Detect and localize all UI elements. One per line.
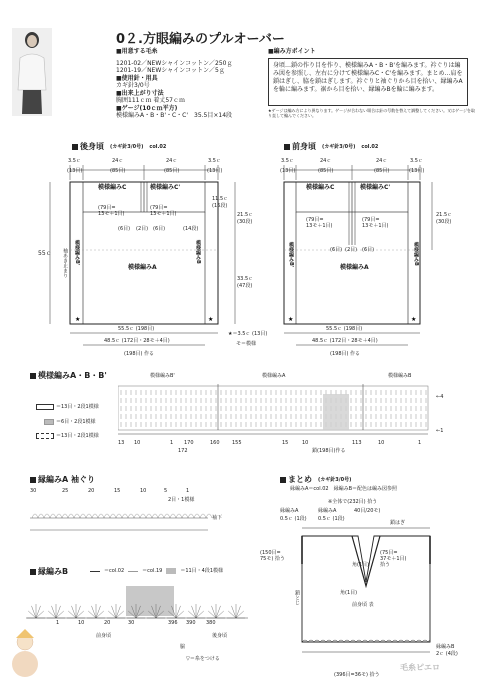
back-side-count: (16段): [212, 203, 228, 209]
edging-a-title-text: 縁編みA 袖ぐり: [38, 475, 95, 484]
edging-a-num-20: 20: [88, 488, 95, 494]
materials-block: [116, 48, 233, 120]
edging-b-num-390: 390: [186, 620, 196, 626]
legend-box-gray: [44, 419, 54, 425]
edging-b-legend-1: ＝col.02: [104, 568, 125, 574]
edging-a-stitch: [158, 514, 164, 518]
assembly-edge-left-dim: 0.5ｃ (1段): [280, 516, 307, 522]
back-lower-count: (47段): [237, 283, 253, 289]
edging-a-stitch: [182, 514, 188, 518]
front-pattern-b2-text: 模様編みB': [288, 242, 294, 268]
edging-a-stitch: [170, 514, 176, 518]
edging-a-stitch: [188, 514, 194, 518]
edging-b-label-back: 後身頃: [212, 633, 228, 639]
front-body-hook: (カギ針3/0号): [322, 143, 356, 150]
edging-a-num-1: 1: [186, 488, 190, 494]
front-pattern-c: 模様編みC: [306, 184, 335, 191]
assembly-edge-b-dim: 2ｃ (4段): [436, 651, 458, 657]
front-width-2: 48.5ｃ (172目・28モ＋4目): [312, 338, 378, 344]
front-bottom-note: (198目) 作る: [330, 351, 361, 357]
back-mo-note: モ＝模様: [236, 341, 257, 347]
edging-a-stitch: [146, 514, 152, 518]
back-side-dim: 11.5ｃ: [212, 196, 229, 202]
front-pattern-b-text: 模様編みB: [413, 242, 419, 266]
edging-a-stitch: [98, 514, 104, 518]
assembly-neck-pickup: 40目/​20モ): [354, 508, 381, 514]
back-top-dim-3: 24ｃ: [166, 158, 178, 164]
assembly-body-label: 前身頃 表: [352, 602, 374, 608]
edging-a-pickup: 袖下: [212, 515, 223, 521]
assembly-corner-2: 角(1目): [340, 590, 358, 596]
stitch-num-1a: 1: [170, 440, 174, 446]
back-neck-left: (79目= 13モ＋1目): [98, 205, 125, 217]
points-box: [268, 58, 468, 106]
gauge-heading: ■ゲージ(10ｃｍ平方): [116, 104, 178, 112]
edging-a-stitch: [44, 514, 50, 518]
front-body-col: col.02: [361, 143, 379, 150]
edging-a-title: [30, 474, 95, 485]
back-pattern-b2: [74, 240, 80, 265]
edging-a-stitch: [56, 514, 62, 518]
assembly-title: [280, 474, 351, 485]
stitch-legend-2-text: ＝6目・2段1模様: [56, 419, 96, 425]
stitch-chart-grid: [118, 384, 434, 438]
back-body-title-text: 後身頃: [80, 142, 104, 151]
edging-a-stitch: [122, 514, 128, 518]
stitch-legend-1-text: ＝13目・2段1模様: [56, 404, 99, 410]
front-neck-right: (79目= 13モ＋1目): [362, 217, 389, 229]
stitch-label-b: 模様編みB: [388, 373, 412, 379]
edging-a-stitch: [200, 514, 206, 518]
front-body-title: [284, 141, 378, 152]
assembly-edge-left2: 縁編みA: [318, 508, 337, 514]
edging-a-num-30: 30: [30, 488, 37, 494]
back-pattern-b: [195, 240, 201, 264]
front-width-1: 55.5ｃ (198目): [326, 326, 363, 332]
edging-a-stitch: [74, 514, 80, 518]
edging-a-stitch: [110, 514, 116, 518]
stitch-legend-3-text: ＝13目・2段1模様: [56, 433, 99, 439]
edging-a-stitch: [92, 514, 98, 518]
front-top-dim-2: 24ｃ: [320, 158, 332, 164]
edging-a-stitch: [176, 514, 182, 518]
edging-b-num-396: 396: [168, 620, 178, 626]
edging-b-num-1: 1: [56, 620, 60, 626]
front-top-count-4: (13目): [409, 168, 425, 174]
assembly-edge-left: 縁編みA: [280, 508, 299, 514]
yarn-heading: ■用意する毛糸: [116, 48, 158, 55]
edging-b-title: [30, 566, 68, 577]
model-photo: [12, 28, 52, 116]
front-top-dim-4: 3.5ｃ: [410, 158, 423, 164]
size-text: 胸囲111ｃｍ 着丈57ｃｍ: [116, 97, 185, 104]
back-bottom-note: (198目) 作る: [124, 351, 155, 357]
assembly-corner-1: 角(1目): [352, 562, 370, 568]
front-top-count-2: (85目): [318, 168, 334, 174]
back-body-title: [72, 141, 166, 152]
edging-a-stitch: [86, 514, 92, 518]
front-pattern-a: 模様編みA: [340, 264, 369, 271]
front-pattern-c2: 模様編みC': [360, 184, 391, 191]
edging-b-title-text: 縁編みB: [38, 567, 69, 576]
assembly-bottom-pickup: (396目=36モ) 拾う: [334, 672, 380, 678]
front-upper-count: (30段): [436, 219, 452, 225]
back-count-2: (2目): [136, 226, 149, 232]
size-heading: ■出来上がり寸法: [116, 89, 164, 97]
legend-box-gray-b: [166, 568, 176, 574]
stitch-num-15: 15: [282, 440, 289, 446]
stitch-chain-note: 鎖(198目)作る: [312, 448, 346, 454]
edging-a-stitch: [38, 514, 44, 518]
back-top-dim-1: 3.5ｃ: [68, 158, 81, 164]
back-armhole-label-text: 袖あき止まり: [62, 248, 68, 278]
back-top-count-3: (85目): [164, 168, 180, 174]
yarn-line-1: 1201-02／NEWシャインコットン／250ｇ: [116, 59, 233, 67]
front-body-title-text: 前身頃: [292, 142, 316, 151]
assembly-armhole-pickup: (150目= 75モ) 拾う: [260, 550, 285, 562]
edging-a-num-5: 5: [164, 488, 168, 494]
front-top-dim-1: 3.5ｃ: [281, 158, 294, 164]
edging-a-stitch: [128, 514, 134, 518]
back-lower-height: 33.5ｃ: [237, 276, 254, 282]
assembly-neck-side-pickup: (75目= 37モ＋1目) 拾う: [380, 550, 407, 568]
edging-b-label-front: 前身頃: [96, 633, 112, 639]
edging-a-stitch: [134, 514, 140, 518]
tools-text: カギ針3/0号: [116, 82, 150, 89]
edging-a-stitch: [50, 514, 56, 518]
edging-a-num-10: 10: [140, 488, 147, 494]
brand-logo-text: 毛糸ピエロ: [400, 663, 440, 672]
assembly-title-text: まとめ: [288, 475, 312, 484]
back-pattern-b2-text: 模様編みB': [74, 240, 80, 266]
stitch-num-13: 13: [118, 440, 125, 446]
back-count-14: (14段): [183, 226, 199, 232]
back-height-total: 55ｃ: [38, 250, 52, 257]
back-pattern-a: 模様編みA: [128, 264, 157, 271]
edging-a-repeat: 2目・1模様: [168, 497, 195, 503]
edging-a-stitch: [104, 514, 110, 518]
edging-b-legend-3: ＝11目・4段1模様: [180, 568, 224, 574]
assembly-edge-left2-dim: 0.5ｃ (1段): [318, 516, 345, 522]
back-width-2: 48.5ｃ (172目・28モ＋4目): [104, 338, 170, 344]
edging-b-legend: [90, 568, 223, 574]
stitch-label-a: 模様編みA: [262, 373, 286, 379]
points-heading: ■編み方ポイント: [268, 48, 316, 55]
front-neck-left: (79目= 13モ＋1目): [306, 217, 333, 229]
stitch-legend-3: [36, 433, 99, 439]
front-top-dim-3: 24ｃ: [376, 158, 388, 164]
svg-text:★: ★: [411, 316, 417, 323]
edging-a-stitch: [80, 514, 86, 518]
assembly-hook: (カギ針3/0号): [318, 476, 352, 483]
stitch-num-10a: 10: [134, 440, 141, 446]
stitch-row-mark-4: ←4: [436, 394, 444, 400]
stitch-num-160: 160: [210, 440, 220, 446]
edging-a-num-15: 15: [114, 488, 121, 494]
assembly-shoulder-seam: 鎖はぎ: [390, 520, 406, 526]
back-body-col: col.02: [149, 143, 167, 150]
edging-b-num-30: 30: [128, 620, 135, 626]
front-pattern-b: [413, 242, 419, 266]
back-body-hook: (カギ針3/0号): [110, 143, 144, 150]
stitch-num-10c: 10: [378, 440, 385, 446]
edging-a-stitch: [152, 514, 158, 518]
legend-line-gray: [128, 571, 138, 572]
edging-a-num-25: 25: [62, 488, 69, 494]
back-pattern-c: 模様編みC: [98, 184, 127, 191]
back-top-count-4: (13目): [207, 168, 223, 174]
brand-mascot: [8, 628, 42, 678]
assembly-diagram: [290, 524, 440, 664]
yarn-line-2: 1201-19／NEWシャインコットン／5ｇ: [116, 67, 225, 74]
legend-box-dashed: [36, 433, 54, 439]
back-pattern-b-text: 模様編みB: [195, 240, 201, 264]
stitch-row-mark-1: ←1: [436, 428, 444, 434]
front-pattern-b2: [288, 242, 294, 267]
edging-a-stitch: [164, 514, 170, 518]
edging-a-stitch: [116, 514, 122, 518]
edging-a-stitch: [62, 514, 68, 518]
stitch-legend-1: [36, 404, 99, 410]
stitch-num-170: 170: [184, 440, 194, 446]
edging-a-chart: [30, 490, 230, 546]
edging-a-stitch: [68, 514, 74, 518]
edging-b-num-380: 380: [206, 620, 216, 626]
svg-text:★: ★: [288, 316, 294, 323]
front-top-count-1: (13目): [280, 168, 296, 174]
back-neck-right: (79目= 13モ＋1目): [150, 205, 177, 217]
edging-b-legend-2: ＝col.19: [142, 568, 163, 574]
assembly-color-note: 縁編みA＝col.02 縁編みB＝配色は編み図参照: [290, 486, 398, 492]
points-body: 身頃…鎖の作り目を作り、模様編みA・B・B'を編みます。衿ぐりは編み図を参照し、左右に分けて模様編みC・C'を編みます。まとめ…肩を鎖はぎし、脇を鎖はぎします。衿ぐりと袖ぐりから目を拾い、縁編みAを輪に編みます。裾から目を拾い、縁編みBを輪に編みます。: [273, 62, 463, 94]
front-upper-height: 21.5ｃ: [436, 212, 453, 218]
tools-heading: ■使用針・用具: [116, 74, 158, 82]
back-top-dim-4: 3.5ｃ: [208, 158, 221, 164]
edging-a-stitch: [194, 514, 200, 518]
back-star-note: ★＝3.5ｃ (13目): [228, 331, 268, 337]
front-count-2: (2目): [345, 247, 358, 253]
gauge-text: 模様編みA・B・B'・C・C' 35.5目×14段: [116, 112, 233, 119]
page-title: 0２.方眼編みのプルオーバー: [116, 32, 285, 47]
front-count-6b: (6目): [362, 247, 375, 253]
stitch-chart-title-text: 模様編みA・B・B': [38, 371, 107, 380]
back-width-1: 55.5ｃ (198目): [118, 326, 155, 332]
back-upper-height: 21.5ｃ: [237, 212, 254, 218]
back-count-6a: (6目): [118, 226, 131, 232]
assembly-side-seam: [294, 590, 300, 605]
assembly-side-seam-text: 鎖とじ: [294, 590, 300, 605]
stitch-num-113: 113: [352, 440, 362, 446]
legend-box-white: [36, 404, 54, 410]
stitch-num-155: 155: [232, 440, 242, 446]
front-count-6a: (6目): [330, 247, 343, 253]
back-top-count-2: (85目): [110, 168, 126, 174]
edging-b-chart: [26, 578, 250, 634]
back-pattern-c2: 模様編みC': [150, 184, 181, 191]
back-upper-count: (30段): [237, 219, 253, 225]
edging-b-side: 脇: [180, 644, 186, 650]
front-top-count-3: (85目): [374, 168, 390, 174]
edging-b-thread-note: ▽＝糸をつける: [186, 656, 220, 662]
edging-a-stitch: [140, 514, 146, 518]
back-top-count-1: (13目): [67, 168, 83, 174]
back-armhole-label: [62, 248, 68, 278]
assembly-edge-b: 縁編みB: [436, 644, 455, 650]
edging-b-num-10: 10: [78, 620, 85, 626]
assembly-total-note: ※全体で(232目) 拾う: [328, 499, 378, 505]
stitch-num-1b: 1: [418, 440, 422, 446]
stitch-num-172: 172: [178, 448, 188, 454]
back-top-dim-2: 24ｃ: [112, 158, 124, 164]
points-footnote: ★ゲージは編み方により異なります。ゲージが合わない場合は針の号数を替えて調整してください。又はゲージを取り直して編んでください。: [268, 108, 476, 118]
stitch-chart-title: [30, 370, 107, 381]
stitch-legend-2: [44, 419, 96, 425]
stitch-num-10b: 10: [302, 440, 309, 446]
svg-text:★: ★: [75, 316, 81, 323]
edging-b-num-20: 20: [104, 620, 111, 626]
legend-line-solid: [90, 571, 100, 572]
stitch-label-b2: 模様編みB': [150, 373, 175, 379]
svg-text:★: ★: [208, 316, 214, 323]
back-count-6b: (6目): [153, 226, 166, 232]
edging-a-stitch: [32, 514, 38, 518]
